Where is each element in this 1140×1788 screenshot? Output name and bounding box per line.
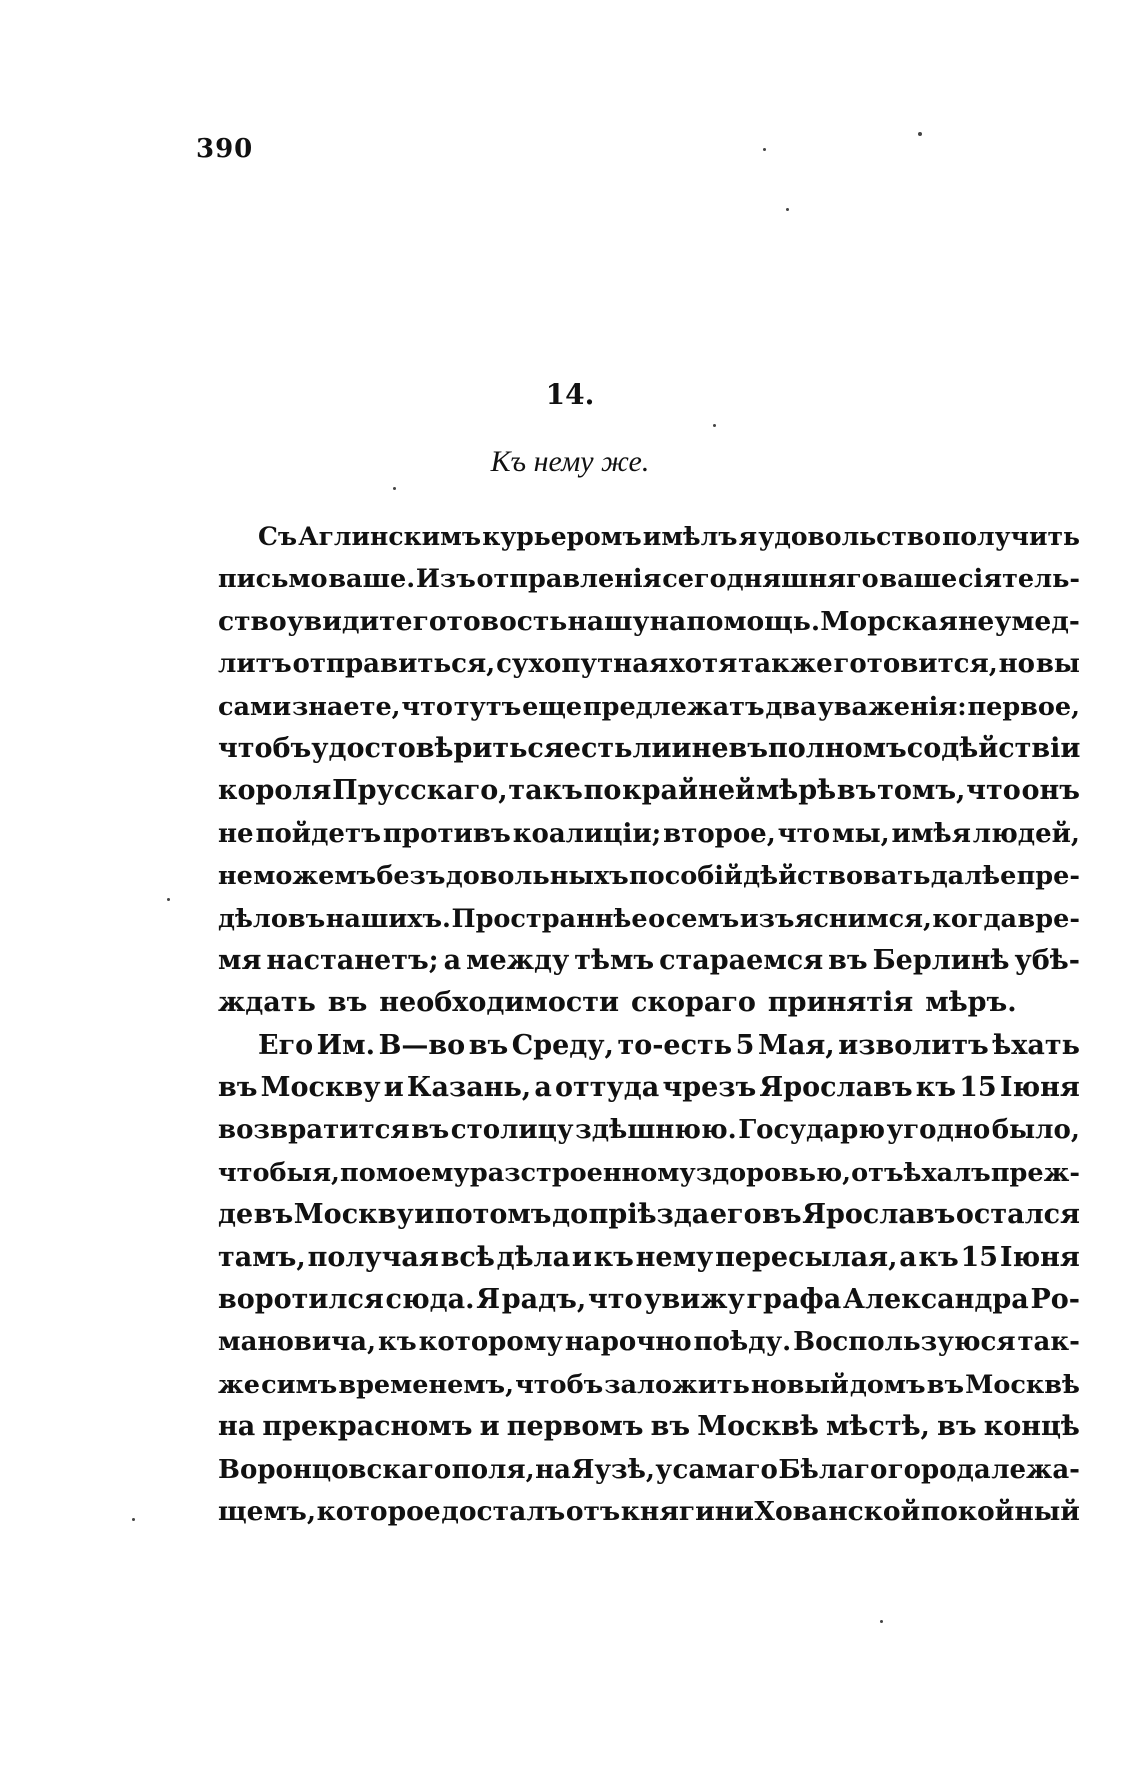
word: дѣла — [496, 1241, 571, 1273]
word: отъѣхалъ — [851, 1157, 991, 1188]
word: было, — [991, 1115, 1080, 1146]
word: Воспользуюся — [793, 1327, 1016, 1358]
word: я, — [312, 1157, 340, 1188]
word: въ — [253, 1199, 294, 1231]
word: тутъ — [453, 691, 522, 722]
word: и — [383, 1072, 404, 1104]
word: я — [738, 522, 758, 551]
word: досталъ — [441, 1495, 566, 1527]
word: вы — [1035, 649, 1080, 680]
word: прекрасномъ — [262, 1411, 473, 1443]
word: Іюня — [999, 1241, 1080, 1273]
word: готовость — [412, 605, 568, 637]
word: пособій — [629, 861, 743, 892]
word: новый — [750, 1369, 849, 1400]
word: поля, — [451, 1454, 535, 1485]
word: увидите — [286, 605, 413, 637]
word: заложить — [604, 1369, 750, 1400]
word: отправленія — [476, 564, 662, 595]
scan-speck — [393, 487, 396, 490]
word: дѣловъ — [218, 903, 326, 934]
word: и — [479, 1411, 500, 1443]
text-line — [218, 1406, 1080, 1448]
word: на — [218, 1411, 256, 1443]
word: противъ — [382, 818, 511, 849]
word: Воронцовскаго — [218, 1454, 452, 1485]
word: а — [899, 1241, 917, 1273]
word: имѣя — [891, 818, 971, 849]
word: что — [966, 775, 1021, 807]
word: не — [957, 605, 995, 637]
text-line — [218, 1279, 1080, 1321]
word: по — [583, 775, 622, 807]
word: Казань, — [406, 1072, 532, 1104]
word: помощь. — [686, 605, 821, 637]
word: также — [738, 649, 833, 680]
word: возвратится — [218, 1115, 410, 1146]
word: Ярославъ — [759, 1072, 913, 1104]
word: получая — [307, 1241, 439, 1273]
word: сіятель- — [958, 564, 1080, 595]
word: а — [534, 1072, 552, 1104]
word: 5 — [735, 1029, 755, 1061]
word: Морская — [820, 605, 958, 637]
word: потомъ — [434, 1199, 552, 1231]
word: концѣ — [983, 1411, 1080, 1443]
word: ѣхать — [992, 1029, 1080, 1061]
word: тѣмъ — [574, 944, 655, 976]
word: пойдетъ — [255, 818, 382, 849]
word: содѣйствіи — [906, 732, 1081, 764]
word: сухопутная — [496, 649, 669, 680]
word: первое, — [967, 691, 1080, 722]
word: же — [218, 1369, 260, 1400]
word: пре- — [1016, 861, 1080, 892]
text-line — [218, 643, 1080, 685]
word: чтобъ — [218, 732, 312, 764]
word: радъ, — [501, 1284, 587, 1316]
word: на — [649, 605, 687, 637]
word: угодно — [886, 1115, 991, 1146]
word: между — [466, 944, 570, 976]
word: Хованской — [754, 1495, 921, 1527]
word: отъ — [565, 1495, 621, 1527]
word: симъ — [261, 1369, 338, 1400]
text-line — [218, 1194, 1080, 1236]
word: чрезъ — [662, 1072, 757, 1104]
scan-speck — [132, 1518, 135, 1521]
word: Я — [476, 1284, 501, 1316]
text-line — [218, 1152, 1080, 1194]
word: нашихъ. — [325, 903, 451, 934]
scan-speck — [880, 1620, 883, 1623]
word: Им. — [316, 1029, 376, 1061]
word: нему — [635, 1241, 714, 1273]
word: изъяснимся, — [739, 903, 932, 934]
word: томъ, — [877, 775, 966, 807]
word: Государю — [738, 1115, 886, 1146]
scan-speck — [786, 208, 789, 211]
word: ваше — [879, 564, 958, 595]
word: мановича, — [218, 1327, 377, 1358]
word: княгини — [620, 1495, 754, 1527]
word: умед- — [994, 605, 1080, 637]
letter-heading: Къ нему же. — [490, 445, 650, 478]
word: но — [998, 649, 1035, 680]
word: разстроенному — [469, 1157, 696, 1188]
word: не — [691, 732, 729, 764]
text-line — [218, 686, 1080, 728]
word: въ — [828, 944, 868, 976]
word: Москву — [260, 1072, 381, 1104]
text-line — [218, 940, 1080, 982]
word: Его — [258, 1029, 314, 1061]
word: такъ — [508, 775, 583, 807]
text-line — [218, 770, 1080, 812]
word: Пространнѣе — [451, 903, 648, 934]
scan-speck — [713, 424, 716, 427]
word: и — [414, 1199, 435, 1231]
word: так- — [1017, 1327, 1080, 1358]
word: оттуда — [555, 1072, 660, 1104]
word: безъ — [376, 861, 446, 892]
text-line — [218, 601, 1080, 643]
text-line — [218, 982, 1080, 1024]
word: здѣшнюю. — [575, 1115, 737, 1146]
word: первомъ — [506, 1411, 644, 1443]
word: до — [552, 1199, 589, 1231]
word: домъ — [849, 1369, 926, 1400]
word: у — [655, 1454, 673, 1485]
word: графа — [746, 1284, 842, 1316]
word: преж- — [990, 1157, 1080, 1188]
word: мѣрѣ — [755, 775, 837, 807]
word: короля — [218, 775, 332, 807]
word: чтобъ — [515, 1369, 604, 1400]
word: въ — [468, 1029, 509, 1061]
word: де — [218, 1199, 254, 1231]
word: Прусскаго, — [332, 775, 508, 807]
word: 15 — [959, 1072, 997, 1104]
word: поѣду. — [693, 1327, 792, 1358]
word: Изъ — [415, 564, 476, 595]
word: мѣстѣ, — [825, 1411, 930, 1443]
word: не — [218, 818, 254, 849]
text-line — [218, 1321, 1080, 1363]
word: сами — [218, 691, 292, 722]
page-number: 390 — [196, 134, 254, 164]
text-line — [218, 1109, 1080, 1151]
word: въ — [650, 1411, 691, 1443]
word: Александра — [842, 1284, 1029, 1316]
word: къ — [918, 1241, 959, 1273]
word: удовольство — [758, 522, 941, 551]
word: отправиться, — [292, 649, 496, 680]
word: ждать — [218, 987, 316, 1019]
word: знаете, — [291, 691, 401, 722]
word: Іюня — [999, 1072, 1080, 1104]
text-line — [218, 1067, 1080, 1109]
word: не — [218, 861, 253, 892]
word: уваженія: — [817, 691, 967, 722]
word: принятія — [767, 987, 914, 1019]
word: крайней — [622, 775, 756, 807]
word: щемъ, — [218, 1495, 317, 1527]
word: самаго — [672, 1454, 778, 1485]
word: Аглинскимъ — [298, 522, 482, 551]
scan-speck — [763, 148, 766, 151]
word: второе, — [663, 818, 776, 849]
word: ваше. — [328, 564, 416, 595]
word: Съ — [258, 522, 298, 551]
word: литъ — [218, 649, 292, 680]
word: мя — [218, 944, 262, 976]
word: семъ — [665, 903, 740, 934]
word: что — [777, 818, 831, 849]
word: то-есть — [617, 1029, 733, 1061]
word: людей, — [972, 818, 1080, 849]
word: предлежатъ — [582, 691, 765, 722]
word: убѣ- — [1014, 944, 1080, 976]
text-line — [218, 558, 1080, 600]
word: въ — [327, 987, 368, 1019]
scan-speck — [918, 132, 922, 136]
word: всѣ — [440, 1241, 495, 1273]
word: увижу — [644, 1284, 745, 1316]
word: можемъ — [253, 861, 377, 892]
word: къ — [593, 1241, 634, 1273]
word: ство — [218, 605, 287, 637]
word: пересылая, — [715, 1241, 898, 1273]
word: на — [535, 1454, 571, 1485]
word: В—во — [378, 1029, 466, 1061]
word: Бѣлаго — [778, 1454, 888, 1485]
word: покойный — [920, 1495, 1080, 1527]
word: настанетъ; — [266, 944, 439, 976]
word: скораго — [631, 987, 756, 1019]
word: имѣлъ — [642, 522, 738, 551]
word: изволитъ — [838, 1029, 989, 1061]
word: нашу — [567, 605, 650, 637]
word: столицу — [450, 1115, 574, 1146]
word: готовится, — [833, 649, 998, 680]
word: о — [648, 903, 666, 934]
word: вре- — [1017, 903, 1080, 934]
word: необходимости — [379, 987, 620, 1019]
text-line — [218, 728, 1080, 770]
text-line — [218, 1025, 1080, 1067]
word: что — [587, 1284, 643, 1316]
letter-number: 14. — [545, 378, 595, 411]
text-line — [218, 516, 1080, 558]
word: тамъ, — [218, 1241, 306, 1273]
word: въ — [937, 1411, 977, 1443]
word: Ро- — [1030, 1284, 1080, 1316]
word: курьеромъ — [482, 522, 642, 551]
word: лежа- — [991, 1454, 1080, 1485]
word: къ — [377, 1327, 417, 1358]
letter-body — [218, 516, 1080, 1533]
word: по — [340, 1157, 376, 1188]
word: получить — [942, 522, 1080, 551]
word: нарочно — [564, 1327, 692, 1358]
text-line — [218, 813, 1080, 855]
word: а — [443, 944, 462, 976]
word: стараемся — [659, 944, 824, 976]
word: коалиціи; — [512, 818, 662, 849]
word: остался — [955, 1199, 1080, 1231]
word: временемъ, — [338, 1369, 514, 1400]
word: въ — [728, 732, 769, 764]
word: города — [887, 1454, 991, 1485]
text-line — [218, 855, 1080, 897]
word: письмо — [218, 564, 328, 595]
word: и — [671, 732, 692, 764]
word: онъ — [1021, 775, 1080, 807]
word: чтобы — [218, 1157, 313, 1188]
word: здоровью, — [695, 1157, 852, 1188]
word: полномъ — [768, 732, 907, 764]
word: Москву — [293, 1199, 414, 1231]
scan-speck — [167, 898, 170, 901]
word: въ — [411, 1115, 450, 1146]
text-line — [218, 1491, 1080, 1533]
word: Среду, — [511, 1029, 614, 1061]
word: два — [765, 691, 817, 722]
word: и — [571, 1241, 592, 1273]
word: Ярославъ — [802, 1199, 956, 1231]
text-line — [218, 1364, 1080, 1406]
word: въ — [762, 1199, 802, 1231]
word: воротился — [218, 1284, 384, 1316]
word: Яузѣ, — [571, 1454, 655, 1485]
word: въ — [926, 1369, 965, 1400]
word: пріѣзда — [588, 1199, 710, 1231]
word: мы, — [831, 818, 890, 849]
word: Москвѣ — [965, 1369, 1080, 1400]
word: когда — [932, 903, 1017, 934]
word: въ — [836, 775, 877, 807]
word: сегодняшняго — [662, 564, 879, 595]
text-line — [218, 1449, 1080, 1491]
word: которому — [418, 1327, 563, 1358]
word: Мая, — [757, 1029, 835, 1061]
word: удостовѣриться — [311, 732, 564, 764]
word: хотя — [669, 649, 738, 680]
word: 15 — [960, 1241, 999, 1273]
word: Москвѣ — [697, 1411, 819, 1443]
word: въ — [218, 1072, 258, 1104]
word: довольныхъ — [445, 861, 629, 892]
word: которое — [316, 1495, 441, 1527]
text-line — [218, 898, 1080, 940]
text-line — [218, 1237, 1080, 1279]
word: его — [709, 1199, 762, 1231]
word: еще — [522, 691, 583, 722]
word: мѣръ. — [925, 987, 1017, 1019]
word: Берлинѣ — [872, 944, 1010, 976]
word: сюда. — [385, 1284, 475, 1316]
word: дѣйствовать — [743, 861, 931, 892]
word: моему — [375, 1157, 470, 1188]
word: далѣе — [930, 861, 1017, 892]
word: къ — [915, 1072, 956, 1104]
word: естьли — [563, 732, 672, 764]
word: что — [401, 691, 453, 722]
